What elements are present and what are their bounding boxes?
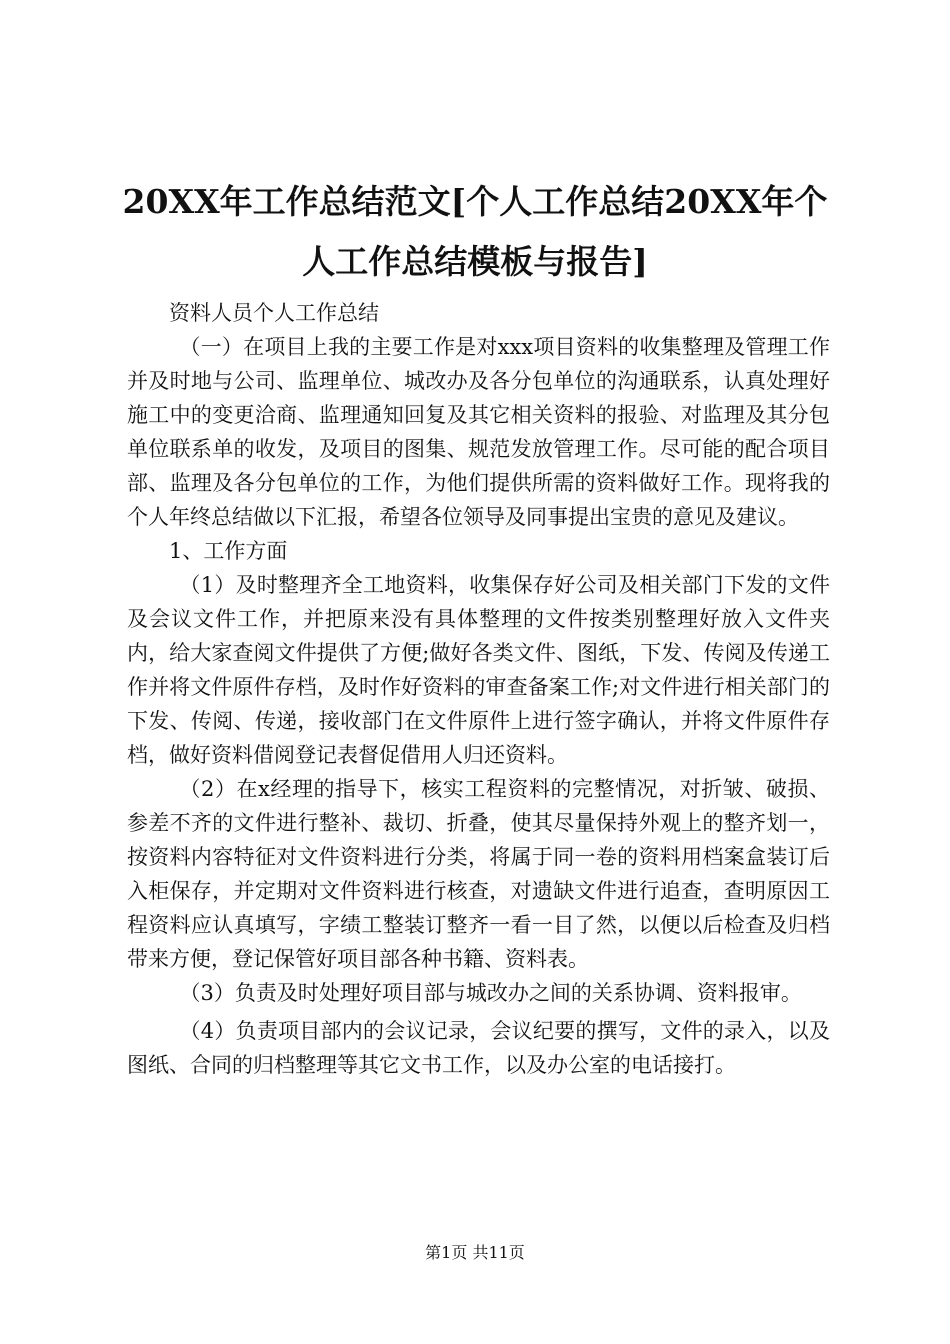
paragraph: （4）负责项目部内的会议记录，会议纪要的撰写，文件的录入，以及图纸、合同的归档整理等其它文书工作，以及办公室的电话接打。 (127, 1019, 830, 1077)
section-heading: 资料人员个人工作总结 (169, 301, 379, 325)
document-title: 20XX年工作总结范文[个人工作总结20XX年个人工作总结模板与报告] (122, 182, 828, 281)
paragraph: （一）在项目上我的主要工作是对xxx项目资料的收集整理及管理工作并及时地与公司、监理单位、城改办及各分包单位的沟通联系，认真处理好施工中的变更洽商、监理通知回复及其它相关资料的报验、对监理及其分包单位联系单的收发，及项目的图集、规范发放管理工作。尽可能的配合项目部、监理及各分包单位的工作，为他们提供所需的资料做好工作。现将我的个人年终总结做以下汇报，希望各位领导及同事提出宝贵的意见及建议。 (127, 335, 830, 529)
paragraph: （3）负责及时处理好项目部与城改办之间的关系协调、资料报审。 (179, 981, 802, 1005)
paragraph: （1）及时整理齐全工地资料，收集保存好公司及相关部门下发的文件及会议文件工作，并把原来没有具体整理的文件按类别整理好放入文件夹内，给大家查阅文件提供了方便;做好各类文件、图纸，下发、传阅及传递工作并将文件原件存档，及时作好资料的审查备案工作;对文件进行相关部门的下发、传阅、传递，接收部门在文件原件上进行签字确认，并将文件原件存档，做好资料借阅登记表督促借用人归还资料。 (127, 573, 830, 767)
page-number-footer: 第1页 共11页 (425, 1243, 525, 1262)
section-heading: 1、工作方面 (169, 539, 288, 563)
document-body (127, 296, 830, 1082)
paragraph: （2）在x经理的指导下，核实工程资料的完整情况，对折皱、破损、参差不齐的文件进行整补、裁切、折叠，使其尽量保持外观上的整齐划一，按资料内容特征对文件资料进行分类，将属于同一卷的资料用档案盒装订后入柜保存，并定期对文件资料进行核查，对遗缺文件进行追查，查明原因工程资料应认真填写，字绩工整装订整齐一看一目了然，以便以后检查及归档带来方便，登记保管好项目部各种书籍、资料表。 (127, 777, 830, 971)
